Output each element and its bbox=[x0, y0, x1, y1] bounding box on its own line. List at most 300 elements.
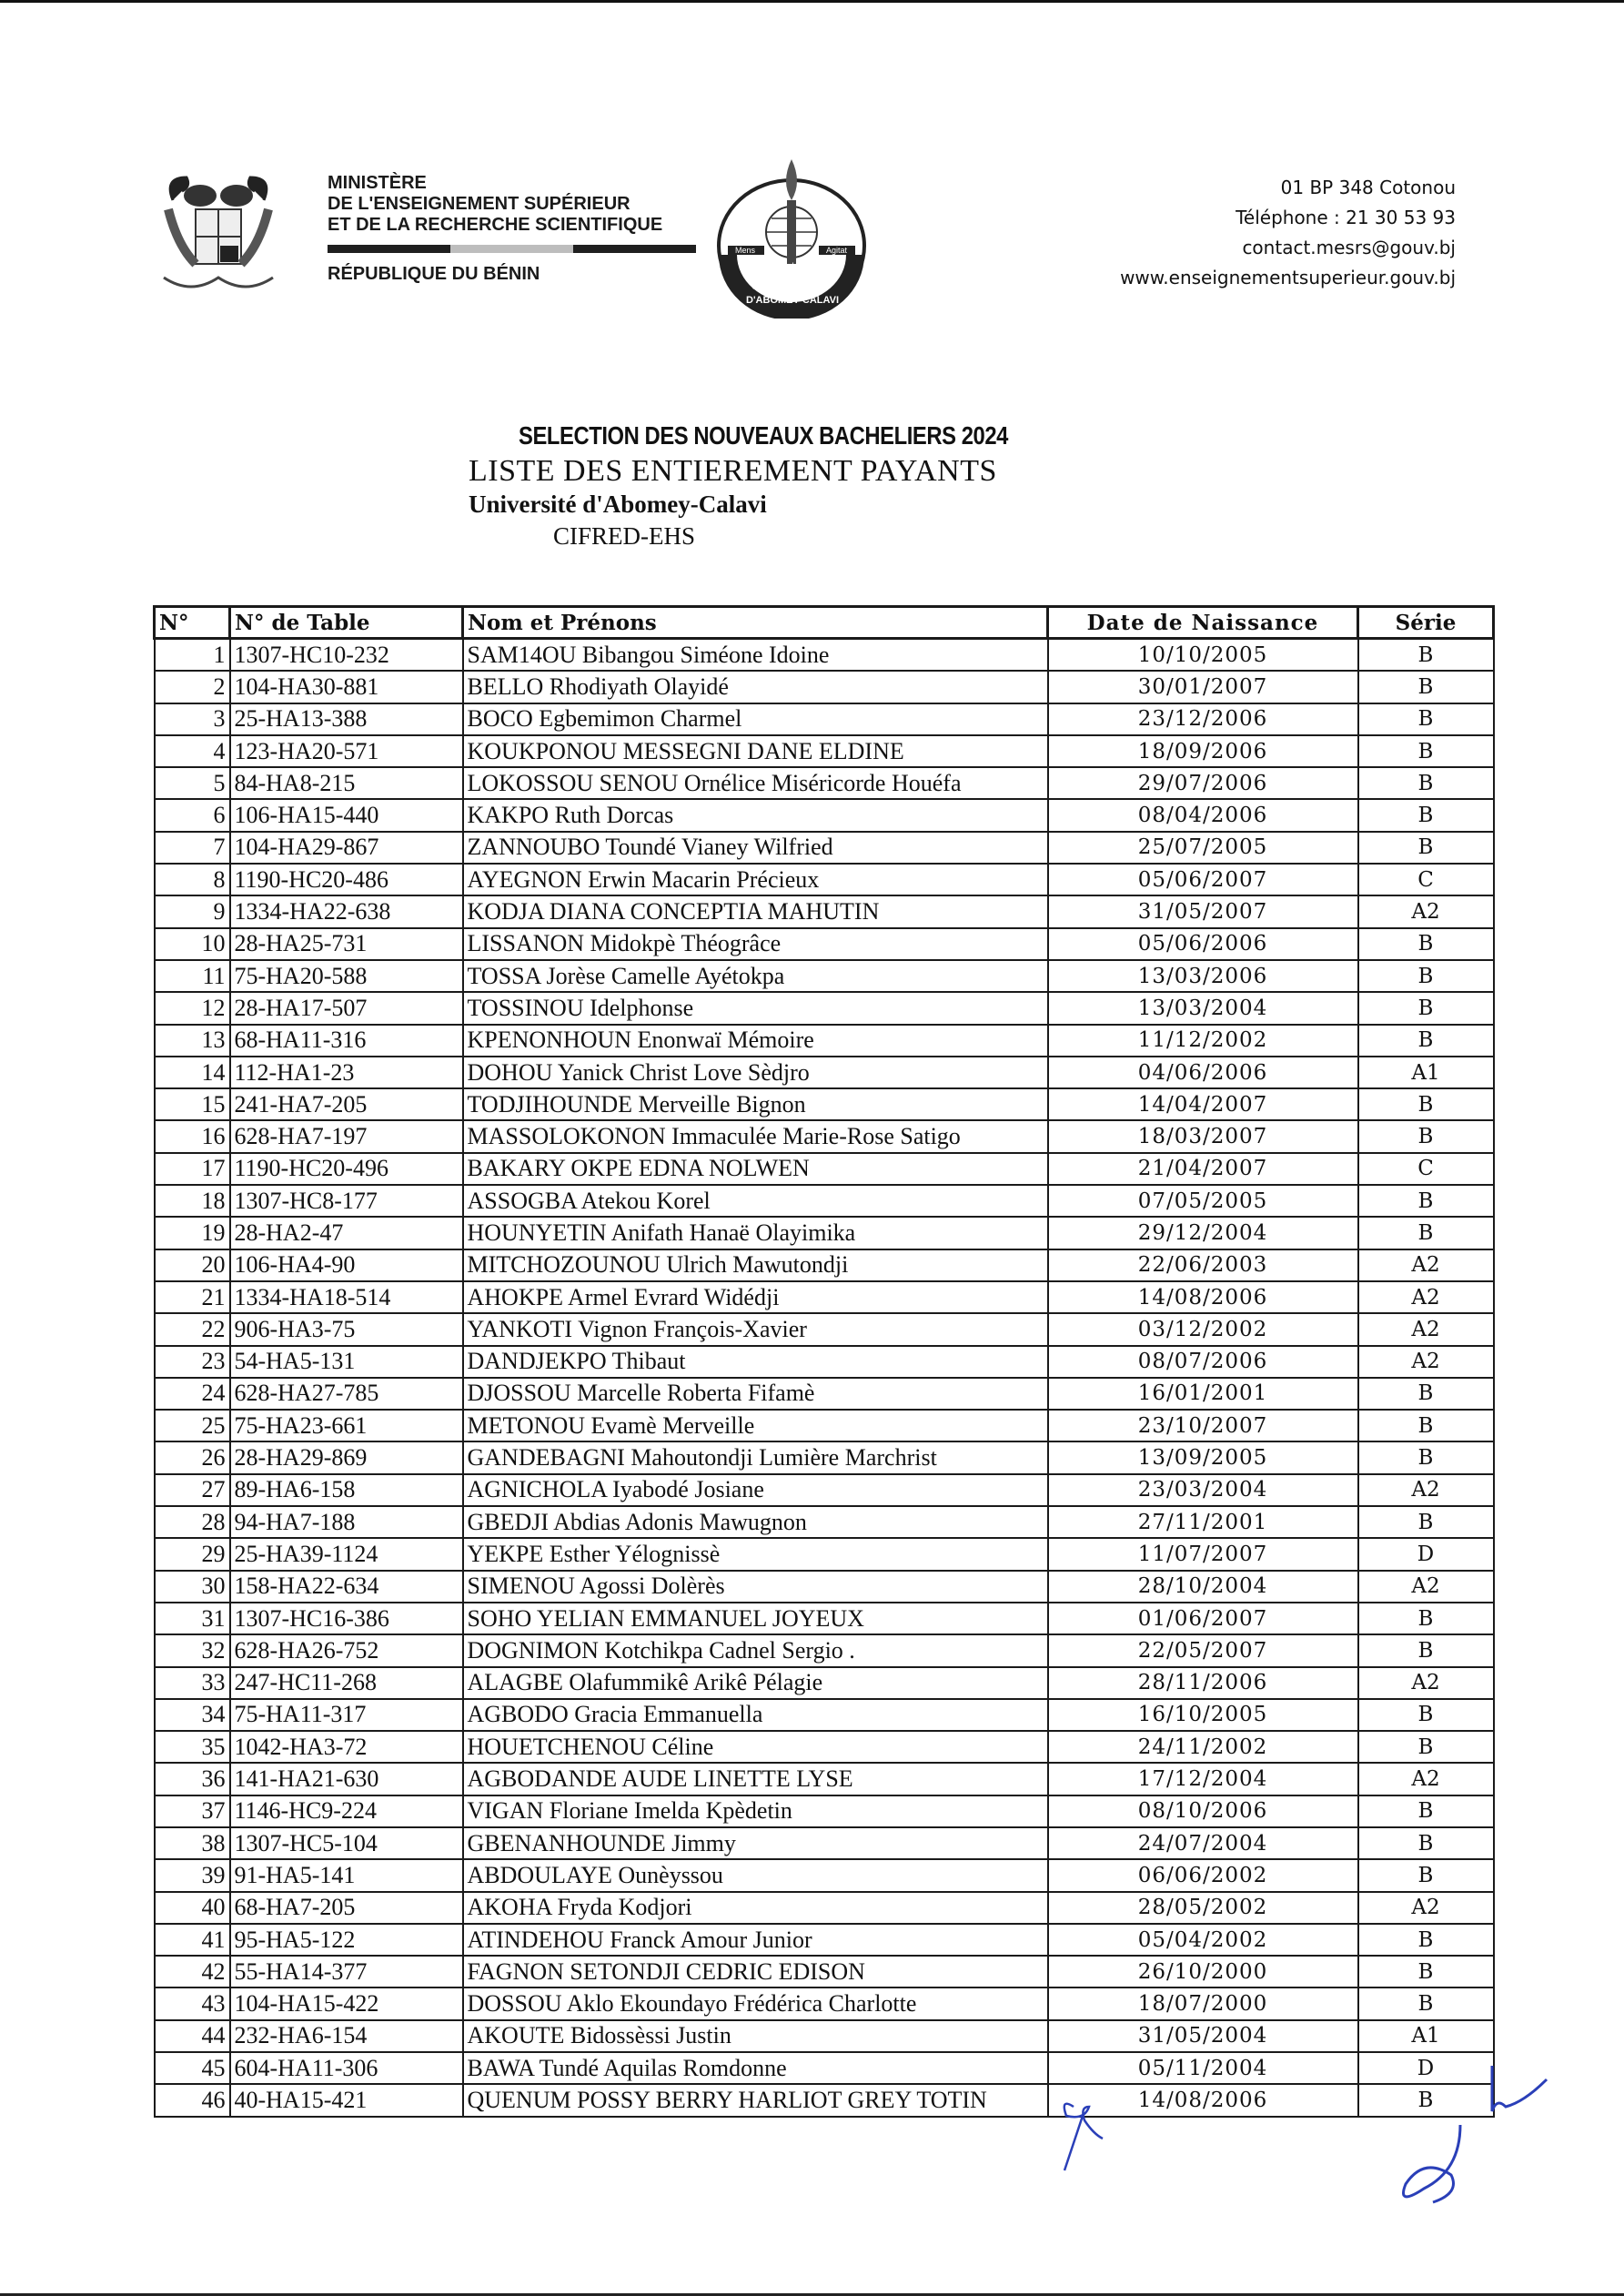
header-no: N° bbox=[155, 607, 230, 639]
table-row bbox=[155, 1281, 1494, 1313]
table-row bbox=[155, 2052, 1494, 2084]
table-number-cell: 604-HA11-306 bbox=[230, 2052, 463, 2084]
table-number-cell: 628-HA27-785 bbox=[230, 1378, 463, 1410]
table-number-cell: 123-HA20-571 bbox=[230, 735, 463, 767]
table-number-cell: 1334-HA22-638 bbox=[230, 895, 463, 927]
birthdate-cell: 18/03/2007 bbox=[1048, 1120, 1358, 1152]
birthdate-cell: 16/10/2005 bbox=[1048, 1699, 1358, 1731]
birthdate-cell: 10/10/2005 bbox=[1048, 639, 1358, 672]
student-name-cell: ASSOGBA Atekou Korel bbox=[463, 1185, 1048, 1217]
birthdate-cell: 14/08/2006 bbox=[1048, 2084, 1358, 2116]
student-name-cell: AKOUTE Bidossèssi Justin bbox=[463, 2020, 1048, 2052]
table-row bbox=[155, 1346, 1494, 1378]
serie-cell: C bbox=[1358, 864, 1494, 895]
student-name-cell: SOHO YELIAN EMMANUEL JOYEUX bbox=[463, 1603, 1048, 1634]
table-number-cell: 28-HA25-731 bbox=[230, 928, 463, 960]
student-name-cell: BAWA Tundé Aquilas Romdonne bbox=[463, 2052, 1048, 2084]
student-name-cell: AGNICHOLA Iyabodé Josiane bbox=[463, 1474, 1048, 1506]
table-number-cell: 141-HA21-630 bbox=[230, 1763, 463, 1795]
student-name-cell: SAM14OU Bibangou Siméone Idoine bbox=[463, 639, 1048, 672]
selection-title: SELECTION DES NOUVEAUX BACHELIERS 2024 bbox=[519, 421, 1008, 450]
header-name: Nom et Prénons bbox=[463, 607, 1048, 639]
birthdate-cell: 18/09/2006 bbox=[1048, 735, 1358, 767]
student-name-cell: ZANNOUBO Toundé Vianey Wilfried bbox=[463, 832, 1048, 864]
birthdate-cell: 07/05/2005 bbox=[1048, 1185, 1358, 1217]
birthdate-cell: 23/12/2006 bbox=[1048, 703, 1358, 735]
table-row bbox=[155, 1731, 1494, 1763]
serie-cell: B bbox=[1358, 1378, 1494, 1410]
svg-text:Mens: Mens bbox=[735, 246, 756, 255]
table-row bbox=[155, 1634, 1494, 1666]
table-number-cell: 104-HA30-881 bbox=[230, 671, 463, 703]
student-name-cell: LISSANON Midokpè Théogrâce bbox=[463, 928, 1048, 960]
serie-cell: A2 bbox=[1358, 895, 1494, 927]
row-number-cell: 14 bbox=[155, 1057, 230, 1088]
student-name-cell: DOHOU Yanick Christ Love Sèdjro bbox=[463, 1057, 1048, 1088]
row-number-cell: 18 bbox=[155, 1185, 230, 1217]
serie-cell: B bbox=[1358, 1699, 1494, 1731]
serie-cell: B bbox=[1358, 1859, 1494, 1891]
table-number-cell: 40-HA15-421 bbox=[230, 2084, 463, 2116]
table-row bbox=[155, 992, 1494, 1024]
table-number-cell: 241-HA7-205 bbox=[230, 1088, 463, 1120]
contact-phone: Téléphone : 21 30 53 93 bbox=[1236, 207, 1456, 228]
row-number-cell: 8 bbox=[155, 864, 230, 895]
serie-cell: B bbox=[1358, 960, 1494, 992]
table-row bbox=[155, 1603, 1494, 1634]
row-number-cell: 22 bbox=[155, 1313, 230, 1345]
birthdate-cell: 25/07/2005 bbox=[1048, 832, 1358, 864]
row-number-cell: 42 bbox=[155, 1956, 230, 1988]
birthdate-cell: 08/07/2006 bbox=[1048, 1346, 1358, 1378]
table-number-cell: 54-HA5-131 bbox=[230, 1346, 463, 1378]
serie-cell: B bbox=[1358, 2084, 1494, 2116]
table-number-cell: 906-HA3-75 bbox=[230, 1313, 463, 1345]
student-name-cell: ATINDEHOU Franck Amour Junior bbox=[463, 1924, 1048, 1956]
row-number-cell: 10 bbox=[155, 928, 230, 960]
student-name-cell: AGBODANDE AUDE LINETTE LYSE bbox=[463, 1763, 1048, 1795]
student-name-cell: GANDEBAGNI Mahoutondji Lumière Marchrist bbox=[463, 1441, 1048, 1473]
serie-cell: B bbox=[1358, 1603, 1494, 1634]
table-number-cell: 232-HA6-154 bbox=[230, 2020, 463, 2052]
table-number-cell: 1042-HA3-72 bbox=[230, 1731, 463, 1763]
table-row bbox=[155, 1313, 1494, 1345]
serie-cell: B bbox=[1358, 1634, 1494, 1666]
table-row bbox=[155, 1441, 1494, 1473]
student-name-cell: YANKOTI Vignon François-Xavier bbox=[463, 1313, 1048, 1345]
table-row bbox=[155, 671, 1494, 703]
serie-cell: A2 bbox=[1358, 1249, 1494, 1281]
birthdate-cell: 16/01/2001 bbox=[1048, 1378, 1358, 1410]
table-number-cell: 55-HA14-377 bbox=[230, 1956, 463, 1988]
row-number-cell: 28 bbox=[155, 1506, 230, 1538]
birthdate-cell: 13/03/2004 bbox=[1048, 992, 1358, 1024]
row-number-cell: 34 bbox=[155, 1699, 230, 1731]
serie-cell: B bbox=[1358, 1827, 1494, 1859]
birthdate-cell: 21/04/2007 bbox=[1048, 1153, 1358, 1185]
table-row bbox=[155, 1667, 1494, 1699]
row-number-cell: 32 bbox=[155, 1634, 230, 1666]
table-number-cell: 628-HA7-197 bbox=[230, 1120, 463, 1152]
contact-address: 01 BP 348 Cotonou bbox=[1280, 177, 1456, 198]
students-table bbox=[153, 605, 1495, 2118]
serie-cell: A2 bbox=[1358, 1313, 1494, 1345]
table-row bbox=[155, 1506, 1494, 1538]
table-row bbox=[155, 1217, 1494, 1249]
row-number-cell: 27 bbox=[155, 1474, 230, 1506]
birthdate-cell: 13/03/2006 bbox=[1048, 960, 1358, 992]
signature-loop bbox=[1397, 2120, 1469, 2220]
contact-email: contact.mesrs@gouv.bj bbox=[1242, 237, 1456, 258]
student-name-cell: MITCHOZOUNOU Ulrich Mawutondji bbox=[463, 1249, 1048, 1281]
table-row bbox=[155, 1859, 1494, 1891]
student-name-cell: BELLO Rhodiyath Olayidé bbox=[463, 671, 1048, 703]
table-number-cell: 104-HA15-422 bbox=[230, 1988, 463, 2019]
table-number-cell: 75-HA11-317 bbox=[230, 1699, 463, 1731]
table-row bbox=[155, 2020, 1494, 2052]
row-number-cell: 2 bbox=[155, 671, 230, 703]
table-number-cell: 1334-HA18-514 bbox=[230, 1281, 463, 1313]
table-number-cell: 1307-HC5-104 bbox=[230, 1827, 463, 1859]
svg-text:Agitat: Agitat bbox=[826, 246, 848, 255]
table-row bbox=[155, 2084, 1494, 2116]
birthdate-cell: 30/01/2007 bbox=[1048, 671, 1358, 703]
serie-cell: B bbox=[1358, 992, 1494, 1024]
serie-cell: A2 bbox=[1358, 1571, 1494, 1603]
republic-label: RÉPUBLIQUE DU BÉNIN bbox=[328, 264, 540, 284]
table-row bbox=[155, 1249, 1494, 1281]
table-number-cell: 75-HA20-588 bbox=[230, 960, 463, 992]
student-name-cell: GBENANHOUNDE Jimmy bbox=[463, 1827, 1048, 1859]
serie-cell: A2 bbox=[1358, 1474, 1494, 1506]
student-name-cell: TODJIHOUNDE Merveille Bignon bbox=[463, 1088, 1048, 1120]
table-number-cell: 1307-HC16-386 bbox=[230, 1603, 463, 1634]
table-row bbox=[155, 960, 1494, 992]
birthdate-cell: 31/05/2007 bbox=[1048, 895, 1358, 927]
birthdate-cell: 05/06/2007 bbox=[1048, 864, 1358, 895]
row-number-cell: 36 bbox=[155, 1763, 230, 1795]
serie-cell: B bbox=[1358, 832, 1494, 864]
table-number-cell: 91-HA5-141 bbox=[230, 1859, 463, 1891]
document-titles bbox=[469, 421, 1094, 551]
table-row bbox=[155, 735, 1494, 767]
table-row bbox=[155, 1120, 1494, 1152]
row-number-cell: 17 bbox=[155, 1153, 230, 1185]
table-row bbox=[155, 1410, 1494, 1441]
student-name-cell: DOGNIMON Kotchikpa Cadnel Sergio . bbox=[463, 1634, 1048, 1666]
student-name-cell: TOSSA Jorèse Camelle Ayétokpa bbox=[463, 960, 1048, 992]
birthdate-cell: 29/07/2006 bbox=[1048, 767, 1358, 799]
birthdate-cell: 22/06/2003 bbox=[1048, 1249, 1358, 1281]
student-name-cell: METONOU Evamè Merveille bbox=[463, 1410, 1048, 1441]
student-name-cell: AKOHA Fryda Kodjori bbox=[463, 1892, 1048, 1924]
row-number-cell: 15 bbox=[155, 1088, 230, 1120]
row-number-cell: 12 bbox=[155, 992, 230, 1024]
contact-block bbox=[1120, 173, 1456, 293]
birthdate-cell: 27/11/2001 bbox=[1048, 1506, 1358, 1538]
student-name-cell: SIMENOU Agossi Dolèrès bbox=[463, 1571, 1048, 1603]
serie-cell: B bbox=[1358, 1506, 1494, 1538]
row-number-cell: 44 bbox=[155, 2020, 230, 2052]
table-row bbox=[155, 1185, 1494, 1217]
header-table-no: N° de Table bbox=[230, 607, 463, 639]
table-row bbox=[155, 1088, 1494, 1120]
table-row bbox=[155, 1795, 1494, 1827]
table-number-cell: 95-HA5-122 bbox=[230, 1924, 463, 1956]
student-name-cell: BAKARY OKPE EDNA NOLWEN bbox=[463, 1153, 1048, 1185]
benin-coat-of-arms-icon bbox=[155, 173, 282, 309]
birthdate-cell: 13/09/2005 bbox=[1048, 1441, 1358, 1473]
ministry-line: ET DE LA RECHERCHE SCIENTIFIQUE bbox=[328, 215, 663, 235]
list-title: LISTE DES ENTIEREMENT PAYANTS bbox=[469, 454, 997, 488]
birthdate-cell: 03/12/2002 bbox=[1048, 1313, 1358, 1345]
student-name-cell: AHOKPE Armel Evrard Widédji bbox=[463, 1281, 1048, 1313]
scan-top-edge bbox=[0, 0, 1624, 3]
serie-cell: B bbox=[1358, 1120, 1494, 1152]
table-row bbox=[155, 928, 1494, 960]
birthdate-cell: 01/06/2007 bbox=[1048, 1603, 1358, 1634]
student-name-cell: FAGNON SETONDJI CEDRIC EDISON bbox=[463, 1956, 1048, 1988]
table-number-cell: 28-HA17-507 bbox=[230, 992, 463, 1024]
row-number-cell: 3 bbox=[155, 703, 230, 735]
letterhead bbox=[155, 173, 1474, 319]
serie-cell: B bbox=[1358, 1025, 1494, 1057]
ministry-line: DE L'ENSEIGNEMENT SUPÉRIEUR bbox=[328, 194, 630, 214]
ministry-line: MINISTÈRE bbox=[328, 173, 427, 193]
table-number-cell: 106-HA15-440 bbox=[230, 799, 463, 831]
table-row bbox=[155, 1924, 1494, 1956]
student-name-cell: AGBODO Gracia Emmanuella bbox=[463, 1699, 1048, 1731]
table-row bbox=[155, 895, 1494, 927]
row-number-cell: 21 bbox=[155, 1281, 230, 1313]
table-number-cell: 1307-HC8-177 bbox=[230, 1185, 463, 1217]
student-name-cell: GBEDJI Abdias Adonis Mawugnon bbox=[463, 1506, 1048, 1538]
row-number-cell: 46 bbox=[155, 2084, 230, 2116]
serie-cell: B bbox=[1358, 671, 1494, 703]
table-row bbox=[155, 1057, 1494, 1088]
table-number-cell: 68-HA11-316 bbox=[230, 1025, 463, 1057]
row-number-cell: 16 bbox=[155, 1120, 230, 1152]
birthdate-cell: 23/03/2004 bbox=[1048, 1474, 1358, 1506]
row-number-cell: 23 bbox=[155, 1346, 230, 1378]
student-name-cell: KPENONHOUN Enonwaï Mémoire bbox=[463, 1025, 1048, 1057]
student-name-cell: KAKPO Ruth Dorcas bbox=[463, 799, 1048, 831]
row-number-cell: 4 bbox=[155, 735, 230, 767]
birthdate-cell: 14/04/2007 bbox=[1048, 1088, 1358, 1120]
serie-cell: B bbox=[1358, 1924, 1494, 1956]
table-row bbox=[155, 1988, 1494, 2019]
row-number-cell: 38 bbox=[155, 1827, 230, 1859]
row-number-cell: 20 bbox=[155, 1249, 230, 1281]
table-number-cell: 94-HA7-188 bbox=[230, 1506, 463, 1538]
birthdate-cell: 24/07/2004 bbox=[1048, 1827, 1358, 1859]
table-number-cell: 28-HA29-869 bbox=[230, 1441, 463, 1473]
serie-cell: B bbox=[1358, 1956, 1494, 1988]
table-row bbox=[155, 1699, 1494, 1731]
table-number-cell: 1190-HC20-486 bbox=[230, 864, 463, 895]
table-row bbox=[155, 864, 1494, 895]
table-number-cell: 25-HA13-388 bbox=[230, 703, 463, 735]
birthdate-cell: 14/08/2006 bbox=[1048, 1281, 1358, 1313]
serie-cell: A2 bbox=[1358, 1667, 1494, 1699]
birthdate-cell: 28/05/2002 bbox=[1048, 1892, 1358, 1924]
table-number-cell: 84-HA8-215 bbox=[230, 767, 463, 799]
student-name-cell: DANDJEKPO Thibaut bbox=[463, 1346, 1048, 1378]
serie-cell: B bbox=[1358, 799, 1494, 831]
table-row bbox=[155, 1571, 1494, 1603]
row-number-cell: 5 bbox=[155, 767, 230, 799]
university-name: Université d'Abomey-Calavi bbox=[469, 491, 767, 518]
row-number-cell: 33 bbox=[155, 1667, 230, 1699]
serie-cell: B bbox=[1358, 1217, 1494, 1249]
table-number-cell: 1146-HC9-224 bbox=[230, 1795, 463, 1827]
table-row bbox=[155, 1474, 1494, 1506]
serie-cell: B bbox=[1358, 1988, 1494, 2019]
birthdate-cell: 18/07/2000 bbox=[1048, 1988, 1358, 2019]
birthdate-cell: 08/10/2006 bbox=[1048, 1795, 1358, 1827]
serie-cell: B bbox=[1358, 1441, 1494, 1473]
serie-cell: C bbox=[1358, 1153, 1494, 1185]
serie-cell: B bbox=[1358, 1185, 1494, 1217]
student-name-cell: LOKOSSOU SENOU Ornélice Miséricorde Houéfa bbox=[463, 767, 1048, 799]
table-row bbox=[155, 1763, 1494, 1795]
serie-cell: B bbox=[1358, 767, 1494, 799]
ministry-block bbox=[328, 173, 696, 285]
serie-cell: A2 bbox=[1358, 1346, 1494, 1378]
student-name-cell: HOUNYETIN Anifath Hanaë Olayimika bbox=[463, 1217, 1048, 1249]
table-number-cell: 1307-HC10-232 bbox=[230, 639, 463, 672]
table-number-cell: 75-HA23-661 bbox=[230, 1410, 463, 1441]
student-name-cell: MASSOLOKONON Immaculée Marie-Rose Satigo bbox=[463, 1120, 1048, 1152]
table-row bbox=[155, 1892, 1494, 1924]
birthdate-cell: 23/10/2007 bbox=[1048, 1410, 1358, 1441]
svg-text:Molem: Molem bbox=[781, 261, 806, 270]
birthdate-cell: 05/06/2006 bbox=[1048, 928, 1358, 960]
student-name-cell: HOUETCHENOU Céline bbox=[463, 1731, 1048, 1763]
table-number-cell: 112-HA1-23 bbox=[230, 1057, 463, 1088]
row-number-cell: 45 bbox=[155, 2052, 230, 2084]
row-number-cell: 30 bbox=[155, 1571, 230, 1603]
student-name-cell: YEKPE Esther Yélognissè bbox=[463, 1538, 1048, 1570]
university-logo-icon bbox=[701, 155, 883, 319]
serie-cell: B bbox=[1358, 928, 1494, 960]
svg-text:UNIVERSITÉ: UNIVERSITÉ bbox=[751, 279, 818, 292]
table-row bbox=[155, 767, 1494, 799]
row-number-cell: 43 bbox=[155, 1988, 230, 2019]
birthdate-cell: 04/06/2006 bbox=[1048, 1057, 1358, 1088]
birthdate-cell: 05/04/2002 bbox=[1048, 1924, 1358, 1956]
header-serie: Série bbox=[1358, 607, 1494, 639]
table-number-cell: 68-HA7-205 bbox=[230, 1892, 463, 1924]
table-row bbox=[155, 1153, 1494, 1185]
serie-cell: B bbox=[1358, 1731, 1494, 1763]
signature-initials-left bbox=[1055, 2089, 1119, 2180]
birthdate-cell: 11/07/2007 bbox=[1048, 1538, 1358, 1570]
serie-cell: B bbox=[1358, 735, 1494, 767]
table-row bbox=[155, 799, 1494, 831]
row-number-cell: 31 bbox=[155, 1603, 230, 1634]
table-number-cell: 158-HA22-634 bbox=[230, 1571, 463, 1603]
birthdate-cell: 11/12/2002 bbox=[1048, 1025, 1358, 1057]
row-number-cell: 40 bbox=[155, 1892, 230, 1924]
row-number-cell: 24 bbox=[155, 1378, 230, 1410]
student-name-cell: DJOSSOU Marcelle Roberta Fifamè bbox=[463, 1378, 1048, 1410]
birthdate-cell: 08/04/2006 bbox=[1048, 799, 1358, 831]
row-number-cell: 19 bbox=[155, 1217, 230, 1249]
student-name-cell: ALAGBE Olafummikê Arikê Pélagie bbox=[463, 1667, 1048, 1699]
student-name-cell: KOUKPONOU MESSEGNI DANE ELDINE bbox=[463, 735, 1048, 767]
row-number-cell: 39 bbox=[155, 1859, 230, 1891]
row-number-cell: 13 bbox=[155, 1025, 230, 1057]
serie-cell: B bbox=[1358, 639, 1494, 672]
institution-name: CIFRED-EHS bbox=[553, 522, 696, 550]
row-number-cell: 37 bbox=[155, 1795, 230, 1827]
birthdate-cell: 28/10/2004 bbox=[1048, 1571, 1358, 1603]
table-row bbox=[155, 832, 1494, 864]
serie-cell: B bbox=[1358, 1795, 1494, 1827]
row-number-cell: 35 bbox=[155, 1731, 230, 1763]
header-birthdate: Date de Naissance bbox=[1048, 607, 1358, 639]
row-number-cell: 7 bbox=[155, 832, 230, 864]
birthdate-cell: 26/10/2000 bbox=[1048, 1956, 1358, 1988]
table-row bbox=[155, 1956, 1494, 1988]
serie-cell: B bbox=[1358, 703, 1494, 735]
signature-mark-right bbox=[1488, 2061, 1551, 2125]
serie-cell: B bbox=[1358, 1088, 1494, 1120]
table-number-cell: 247-HC11-268 bbox=[230, 1667, 463, 1699]
table-number-cell: 106-HA4-90 bbox=[230, 1249, 463, 1281]
row-number-cell: 1 bbox=[155, 639, 230, 672]
table-number-cell: 1190-HC20-496 bbox=[230, 1153, 463, 1185]
row-number-cell: 6 bbox=[155, 799, 230, 831]
serie-cell: A1 bbox=[1358, 1057, 1494, 1088]
serie-cell: A2 bbox=[1358, 1892, 1494, 1924]
birthdate-cell: 28/11/2006 bbox=[1048, 1667, 1358, 1699]
row-number-cell: 29 bbox=[155, 1538, 230, 1570]
table-row bbox=[155, 1827, 1494, 1859]
flag-bar bbox=[328, 245, 696, 253]
birthdate-cell: 06/06/2002 bbox=[1048, 1859, 1358, 1891]
serie-cell: B bbox=[1358, 1410, 1494, 1441]
student-name-cell: QUENUM POSSY BERRY HARLIOT GREY TOTIN bbox=[463, 2084, 1048, 2116]
student-name-cell: AYEGNON Erwin Macarin Précieux bbox=[463, 864, 1048, 895]
table-number-cell: 28-HA2-47 bbox=[230, 1217, 463, 1249]
table-row bbox=[155, 1538, 1494, 1570]
table-row bbox=[155, 639, 1494, 672]
serie-cell: A2 bbox=[1358, 1763, 1494, 1795]
svg-text:D'ABOMEY-CALAVI: D'ABOMEY-CALAVI bbox=[746, 295, 840, 306]
student-name-cell: VIGAN Floriane Imelda Kpèdetin bbox=[463, 1795, 1048, 1827]
birthdate-cell: 22/05/2007 bbox=[1048, 1634, 1358, 1666]
birthdate-cell: 17/12/2004 bbox=[1048, 1763, 1358, 1795]
student-name-cell: ABDOULAYE Ounèyssou bbox=[463, 1859, 1048, 1891]
row-number-cell: 9 bbox=[155, 895, 230, 927]
table-row bbox=[155, 703, 1494, 735]
birthdate-cell: 24/11/2002 bbox=[1048, 1731, 1358, 1763]
student-name-cell: DOSSOU Aklo Ekoundayo Frédérica Charlotte bbox=[463, 1988, 1048, 2019]
table-number-cell: 104-HA29-867 bbox=[230, 832, 463, 864]
birthdate-cell: 29/12/2004 bbox=[1048, 1217, 1358, 1249]
birthdate-cell: 05/11/2004 bbox=[1048, 2052, 1358, 2084]
table-number-cell: 25-HA39-1124 bbox=[230, 1538, 463, 1570]
table-number-cell: 89-HA6-158 bbox=[230, 1474, 463, 1506]
birthdate-cell: 31/05/2004 bbox=[1048, 2020, 1358, 2052]
serie-cell: D bbox=[1358, 2052, 1494, 2084]
serie-cell: A2 bbox=[1358, 1281, 1494, 1313]
student-name-cell: BOCO Egbemimon Charmel bbox=[463, 703, 1048, 735]
student-name-cell: TOSSINOU Idelphonse bbox=[463, 992, 1048, 1024]
table-row bbox=[155, 1378, 1494, 1410]
